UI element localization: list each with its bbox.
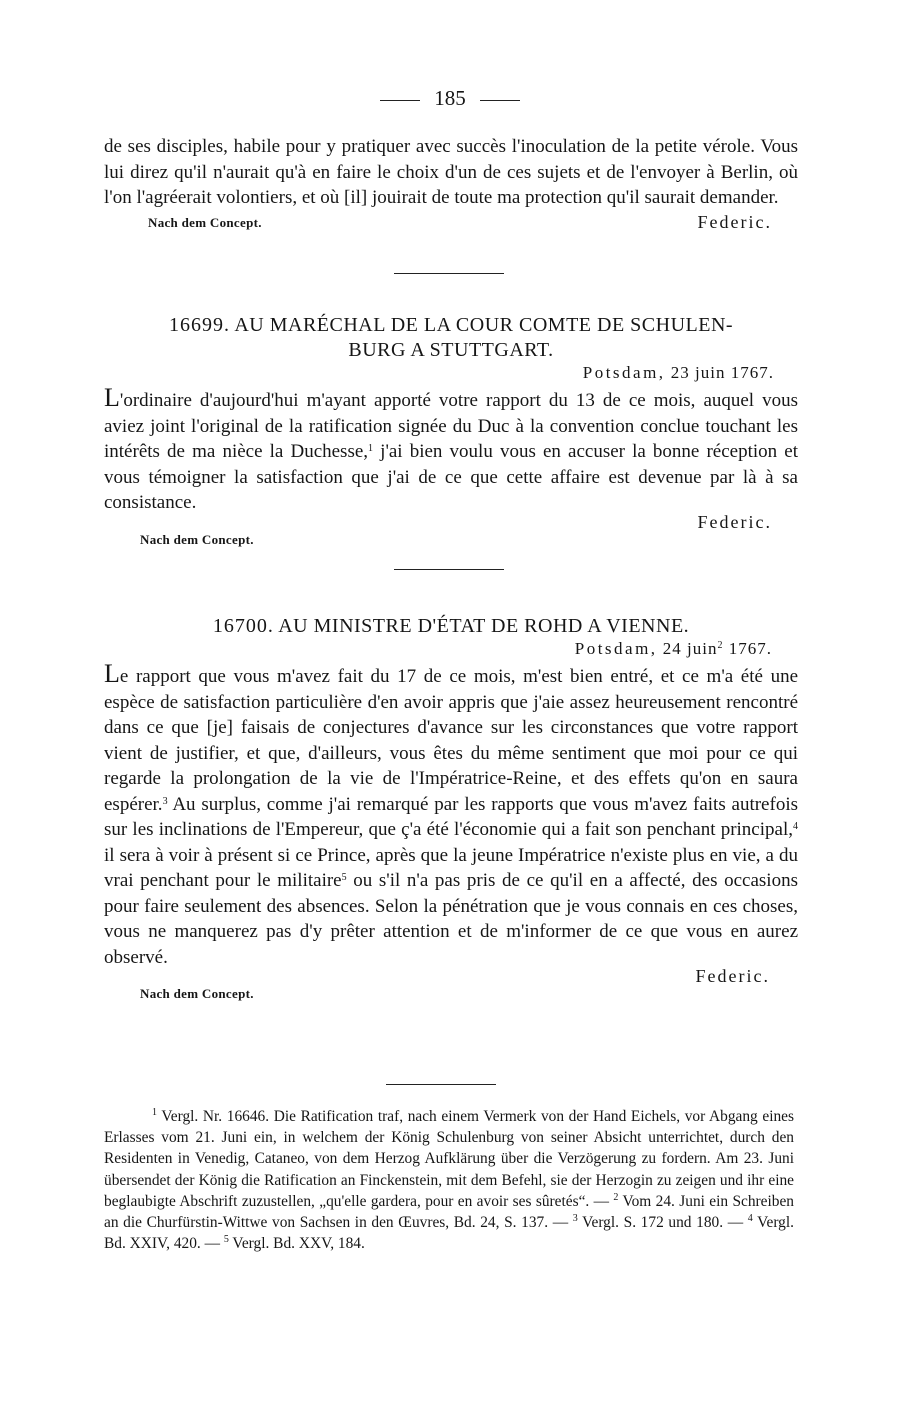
footnote-mark: 2 [613, 1191, 619, 1203]
letter-body-text: Au surplus, comme j'ai remarqué par les rapports que vous m'avez faits autrefois sur les inclinations de l'Empereur, que ç'a été l'économie qui a fait son penchant principal, [104, 793, 798, 840]
letter-body-text: ou s'il n'a pas pris de ce qu'il en a affecté, des occasions pour faire seulement des absences. Selon la pénétration que je vous connais en ces choses, vous ne manquerez pas d'y prêter attention et de m'informer de ce que vous en aurez observé. [104, 870, 798, 968]
footnote-text: Vergl. S. 172 und 180. — [577, 1214, 748, 1232]
source-note: Nach dem Concept. [140, 986, 254, 1001]
signature: Federic. [697, 211, 772, 232]
letter-16700 [104, 614, 798, 1004]
footnote-block [104, 1106, 794, 1254]
footnote-mark: 4 [747, 1213, 753, 1225]
letter-date-year: 1767. [723, 639, 772, 658]
signature: Federic. [697, 511, 772, 532]
letter-footer [104, 511, 798, 550]
letter-number: 16700. [212, 615, 274, 637]
letter-place: Potsdam, [582, 363, 666, 382]
letter-heading-line1: AU MINISTRE D'ÉTAT DE ROHD A VIENNE. [278, 615, 690, 637]
footnote-ref: 4 [793, 821, 798, 832]
letter-body [104, 661, 798, 970]
footnotes [104, 1106, 794, 1254]
letter-place: Potsdam, [574, 639, 658, 658]
letter-body [104, 385, 798, 516]
letter-body-text: 'ordinaire d'aujourd'hui m'ayant apporté votre rapport du 13 de ce mois, auquel vous aviez joint l'original de la ratification signée du Duc à la convention conclue touchant les intérêts de ma nièce la Duchesse, [104, 390, 798, 462]
page-header [0, 86, 900, 111]
footnote-ref: 5 [341, 872, 347, 883]
page-number: 185 [434, 86, 466, 110]
footnote-text: Vergl. Bd. XXIV, 420. — [104, 1214, 794, 1253]
letter-body-text: j'ai bien voulu vous en accuser la bonne réception et vous témoigner la satisfaction que j'ai de ce que cette affaire est devenue par là à sa consistance. [104, 441, 799, 513]
letter-heading [104, 313, 798, 363]
letter-16699 [104, 313, 798, 550]
footnote-ref: 2 [717, 640, 724, 651]
footnote-text: Vergl. Bd. XXV, 184. [228, 1235, 365, 1253]
letter-heading-line2: BURG A STUTTGART. [348, 339, 554, 361]
letter-heading [104, 614, 798, 639]
source-note: Nach dem Concept. [140, 531, 254, 547]
section-divider [386, 1084, 496, 1085]
section-divider [394, 569, 504, 570]
drop-cap: L [104, 659, 120, 688]
letter-heading-line1: AU MARÉCHAL DE LA COUR COMTE DE SCHULEN- [234, 314, 734, 336]
letter-number: 16699. [168, 314, 230, 336]
carry-over-text: de ses disciples, habile pour y pratiquer avec succès l'inoculation de la petite vérole. Vous lui direz qu'il n'aurait qu'à en faire le choix d'un de ces sujets et de l'envoyer à Berlin, où l'on l'agréerait volontiers, et où [il] jouirait de toute ma protection qu'il saurait demander. [104, 136, 798, 208]
source-note: Nach dem Concept. [148, 214, 262, 230]
footnote-ref: 3 [162, 795, 168, 807]
footnote-text: Vom 24. Juni ein Schreiben an die Churfürstin-Wittwe von Sachsen in den Œuvres, Bd. 24, S. 137. — [104, 1192, 794, 1232]
carry-over-footer [104, 211, 798, 235]
letter-dateline [104, 639, 772, 659]
letter-body-text: e rapport que vous m'avez fait du 17 de ce mois, m'est bien entré, et ce m'a été une espèce de satisfaction particulière d'en avoir appris que j'aie assez heureusement rencontré dans ce que [je] faisais de conjectures d'avance sur les circonstances que votre rapport vient de justifier, et que, d'ailleurs, vous êtes du même sentiment que moi pour ce qui regarde la prolongation de la vie de l'Impératrice-Reine, et des effets qu'on en saura espérer. [104, 666, 798, 815]
letter-date: 23 juin 1767. [670, 363, 774, 382]
header-dash-left [380, 100, 420, 101]
footnote-text: Vergl. Nr. 16646. Die Ratification traf, nach einem Vermerk von der Hand Eichels, vor Abgang eines Erlasses vom 21. Juni ein, in welchem der König Schulenburg von seiner Absicht unterrichtet, durch den Residenten in Venedig, Cataneo, von dem Herzog Aufklärung über die Verzögerung zu fordern. Am 23. Juni übersendet der König die Ratification an Finckenstein, mit dem Befehl, sie der Herzogin zu zeigen und ihr eine beglaubigte Abschrift zuzustellen, „qu'elle gardera, pour en avoir ses sûretés“. — [104, 1108, 794, 1210]
footnote-mark: 1 [152, 1107, 157, 1118]
footnote-mark: 5 [223, 1234, 229, 1246]
drop-cap: L [104, 383, 120, 412]
section-divider [394, 273, 504, 274]
footnote-mark: 3 [572, 1213, 578, 1225]
header-dash-right [480, 100, 520, 101]
signature: Federic. [695, 966, 770, 986]
letter-dateline [104, 363, 774, 383]
letter-date: 24 juin [662, 639, 718, 658]
carry-over-section [104, 134, 798, 235]
letter-body-text: il sera à voir à présent si ce Prince, après que la jeune Impératrice n'existe plus en vie, a du vrai penchant pour le militaire [104, 844, 798, 891]
letter-footer [104, 966, 798, 1004]
footnote-ref: 1 [368, 443, 374, 454]
